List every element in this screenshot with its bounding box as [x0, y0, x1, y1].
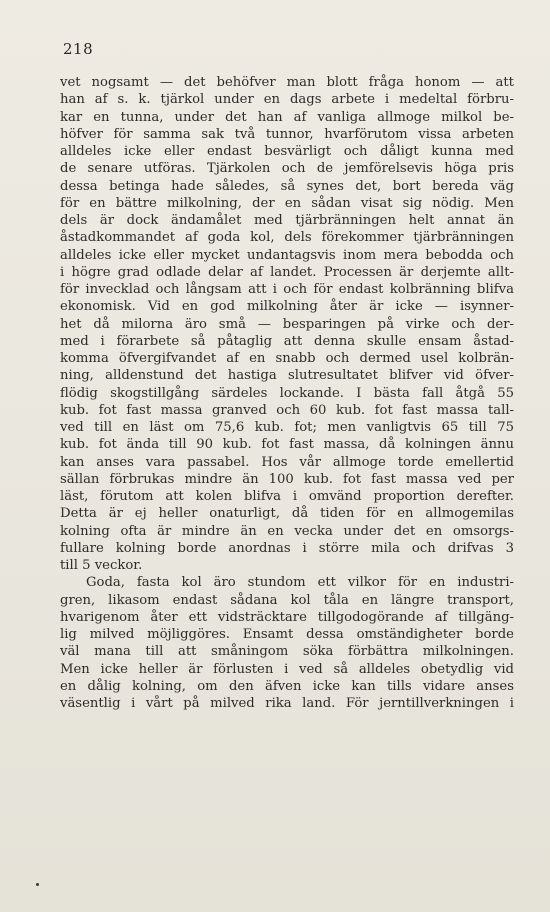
- text-line: gren, likasom endast sådana kol tåla en längre transport,: [60, 592, 514, 608]
- text-line: Detta är ej heller onaturligt, då tiden för en allmogemilas: [60, 506, 514, 522]
- text-line: het då milorna äro små — besparingen på virke och der-: [60, 316, 514, 332]
- text-line: kar en tunna, under det han af vanliga allmoge milkol be-: [60, 109, 514, 125]
- text-line: höfver för samma sak två tunnor, hvarförutom vissa arbeten: [60, 126, 514, 142]
- ink-speck: [36, 883, 39, 886]
- text-line: dels är dock ändamålet med tjärbränningen helt annat än: [60, 213, 514, 228]
- text-line: Goda, fasta kol äro stundom ett vilkor för en industri-: [86, 575, 514, 591]
- text-line: åstadkommandet af goda kol, dels förekommer tjärbränningen: [60, 230, 514, 246]
- text-line: väsentlig i vårt på milved rika land. För jerntillverkningen i: [60, 696, 514, 711]
- text-line: vet nogsamt — det behöfver man blott fråga honom — att: [60, 75, 514, 90]
- text-line: han af s. k. tjärkol under en dags arbete i medeltal förbru-: [60, 92, 514, 108]
- text-line: till 5 veckor.: [60, 558, 143, 573]
- text-line: kub. fot fast massa granved och 60 kub. fot fast massa tall-: [60, 402, 514, 418]
- text-line: ekonomisk. Vid en god milkolning åter är icke — isynner-: [60, 299, 514, 315]
- text-line: kub. fot ända till 90 kub. fot fast massa, då kolningen ännu: [60, 437, 514, 453]
- text-line: de senare utföras. Tjärkolen och de jemförelsevis höga pris: [60, 161, 514, 177]
- text-line: för en bättre milkolning, der en sådan visat sig nödig. Men: [60, 195, 514, 211]
- text-line: sällan förbrukas mindre än 100 kub. fot fast massa ved per: [60, 471, 514, 487]
- text-line: väl mana till att småningom söka förbättra milkolningen.: [60, 644, 514, 660]
- text-line: alldeles icke eller mycket undantagsvis inom mera bebodda och: [60, 247, 514, 263]
- text-line: en dålig kolning, om den äfven icke kan tills vidare anses: [60, 678, 514, 694]
- text-line: alldeles icke eller endast besvärligt och dåligt kunna med: [60, 144, 514, 159]
- text-line: i högre grad odlade delar af landet. Processen är derjemte allt-: [60, 264, 514, 280]
- text-line: Men icke heller är förlusten i ved så alldeles obetydlig vid: [60, 661, 514, 677]
- text-line: för invecklad och långsam att i och för endast kolbränning blifva: [60, 282, 514, 297]
- text-line: dessa betinga hade således, så synes det, bort bereda väg: [60, 178, 514, 194]
- text-line: med i förarbete så påtaglig att denna skulle ensam åstad-: [60, 333, 514, 349]
- text-line: hvarigenom åter ett vidsträcktare tillgodogörande af tillgäng-: [60, 609, 514, 625]
- text-line: kolning ofta är mindre än en vecka under det en omsorgs-: [60, 523, 514, 539]
- page-number: 218: [63, 40, 94, 58]
- text-line: ning, alldenstund det hastiga slutresultatet blifver vid öfver-: [60, 368, 514, 384]
- text-line: flödig skogstillgång särdeles lockande. I bästa fall åtgå 55: [60, 385, 514, 401]
- text-line: lig milved möjliggöres. Ensamt dessa omständigheter borde: [60, 627, 514, 642]
- text-line: kan anses vara passabel. Hos vår allmoge torde emellertid: [60, 454, 514, 470]
- text-line: läst, förutom att kolen blifva i omvänd proportion derefter.: [60, 489, 514, 504]
- text-line: fullare kolning borde anordnas i större mila och drifvas 3: [60, 540, 514, 556]
- text-line: ved till en läst om 75,6 kub. fot; men vanligtvis 65 till 75: [60, 420, 514, 435]
- text-line: komma öfvergifvandet af en snabb och dermed usel kolbrän-: [60, 351, 514, 366]
- body-text: [60, 74, 514, 712]
